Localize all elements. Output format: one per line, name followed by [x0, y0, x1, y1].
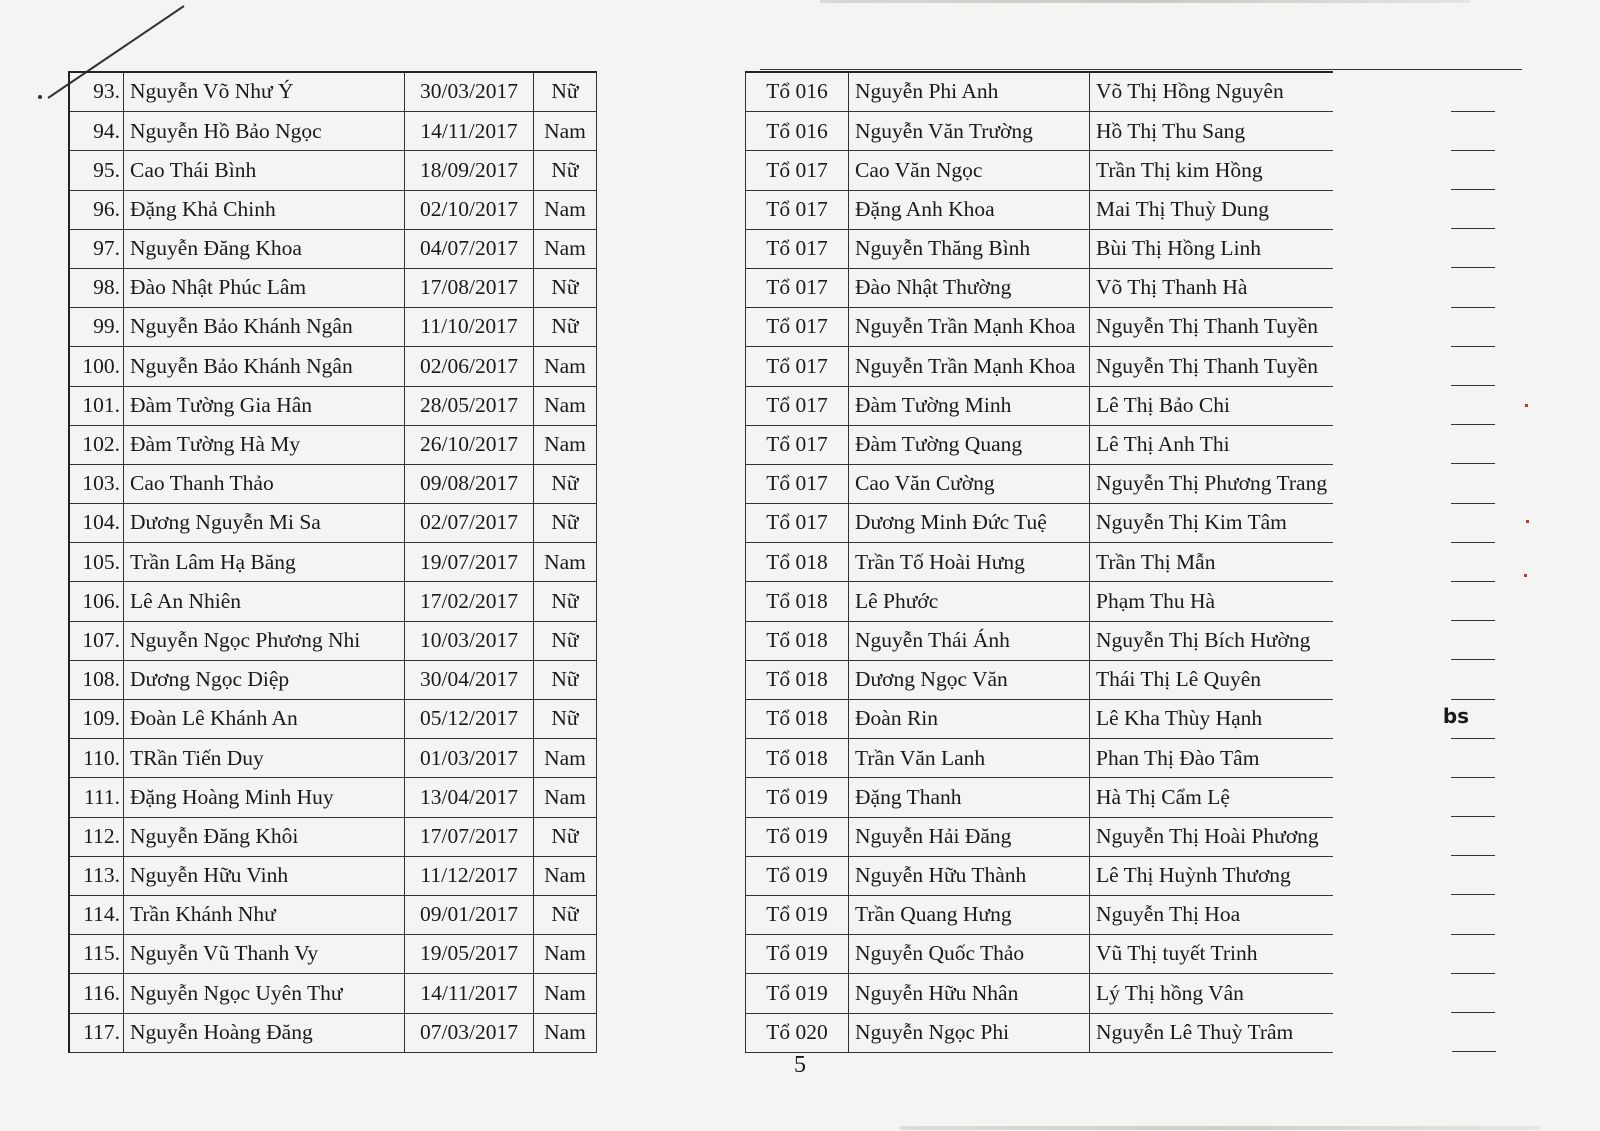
birth-date: 10/03/2017	[405, 621, 534, 660]
mother-name: Vũ Thị tuyết Trinh	[1090, 935, 1334, 974]
table-row	[69, 72, 1496, 112]
row-number: 107.	[69, 621, 124, 660]
mother-name: Phan Thị Đào Tâm	[1090, 739, 1334, 778]
mother-name: Nguyễn Thị Phương Trang	[1090, 464, 1334, 503]
child-name: Dương Ngọc Diệp	[124, 660, 405, 699]
handwritten-note: bs	[1442, 703, 1470, 728]
birth-date: 07/03/2017	[405, 1013, 534, 1052]
mother-name: Nguyễn Thị Thanh Tuyền	[1090, 347, 1334, 386]
column-gap	[597, 621, 746, 660]
father-name: Trần Quang Hưng	[849, 895, 1090, 934]
gender: Nam	[534, 935, 597, 974]
residential-group: Tổ 020	[746, 1013, 849, 1052]
birth-date: 17/07/2017	[405, 817, 534, 856]
gender: Nữ	[534, 504, 597, 543]
residential-group: Tổ 017	[746, 190, 849, 229]
row-number: 113.	[69, 856, 124, 895]
mother-name: Lê Kha Thùy Hạnh	[1090, 700, 1334, 739]
gender: Nam	[534, 347, 597, 386]
residential-group: Tổ 017	[746, 229, 849, 268]
birth-date: 19/07/2017	[405, 543, 534, 582]
scan-edge-bottom	[900, 1126, 1540, 1130]
mother-name: Trần Thị Mẫn	[1090, 543, 1334, 582]
mother-name: Hồ Thị Thu Sang	[1090, 112, 1334, 151]
father-name: Trần Văn Lanh	[849, 739, 1090, 778]
blank-column	[1333, 347, 1496, 386]
table-row	[69, 425, 1496, 464]
row-number: 101.	[69, 386, 124, 425]
row-number: 95.	[69, 151, 124, 190]
column-gap	[597, 504, 746, 543]
column-gap	[597, 543, 746, 582]
blank-column	[1333, 621, 1496, 660]
father-name: Nguyễn Hữu Nhân	[849, 974, 1090, 1013]
column-gap	[597, 190, 746, 229]
birth-date: 04/07/2017	[405, 229, 534, 268]
child-name: Đào Nhật Phúc Lâm	[124, 268, 405, 307]
blank-column	[1333, 229, 1496, 268]
table-row	[69, 935, 1496, 974]
father-name: Đặng Thanh	[849, 778, 1090, 817]
child-name: Đặng Hoàng Minh Huy	[124, 778, 405, 817]
residential-group: Tổ 017	[746, 308, 849, 347]
row-number: 106.	[69, 582, 124, 621]
child-name: Đàm Tường Gia Hân	[124, 386, 405, 425]
birth-date: 26/10/2017	[405, 425, 534, 464]
residential-group: Tổ 016	[746, 72, 849, 112]
column-gap	[597, 425, 746, 464]
birth-date: 11/12/2017	[405, 856, 534, 895]
blank-column	[1333, 700, 1496, 739]
table-row	[69, 504, 1496, 543]
table-row	[69, 660, 1496, 699]
column-gap	[597, 817, 746, 856]
mother-name: Nguyễn Thị Hoài Phương	[1090, 817, 1334, 856]
residential-group: Tổ 019	[746, 778, 849, 817]
birth-date: 01/03/2017	[405, 739, 534, 778]
gender: Nữ	[534, 660, 597, 699]
child-name: Đàm Tường Hà My	[124, 425, 405, 464]
page-number: 5	[794, 1052, 806, 1078]
child-name: Nguyễn Bảo Khánh Ngân	[124, 347, 405, 386]
blank-column	[1333, 112, 1496, 151]
row-number: 104.	[69, 504, 124, 543]
blank-column	[1333, 895, 1496, 934]
child-name: Trần Lâm Hạ Băng	[124, 543, 405, 582]
gender: Nữ	[534, 268, 597, 307]
father-name: Cao Văn Cường	[849, 464, 1090, 503]
column-gap	[597, 464, 746, 503]
birth-date: 09/01/2017	[405, 895, 534, 934]
table-top-rule	[760, 69, 1522, 70]
father-name: Dương Ngọc Văn	[849, 660, 1090, 699]
residential-group: Tổ 018	[746, 700, 849, 739]
blank-column	[1333, 1013, 1496, 1052]
gender: Nam	[534, 856, 597, 895]
birth-date: 13/04/2017	[405, 778, 534, 817]
child-name: Trần Khánh Như	[124, 895, 405, 934]
table-row	[69, 229, 1496, 268]
blank-column	[1333, 308, 1496, 347]
residential-group: Tổ 017	[746, 386, 849, 425]
blank-column	[1333, 190, 1496, 229]
mother-name: Lê Thị Huỳnh Thương	[1090, 856, 1334, 895]
father-name: Đào Nhật Thường	[849, 268, 1090, 307]
blank-column	[1333, 935, 1496, 974]
birth-date: 28/05/2017	[405, 386, 534, 425]
father-name: Nguyễn Trần Mạnh Khoa	[849, 308, 1090, 347]
row-number: 97.	[69, 229, 124, 268]
gender: Nữ	[534, 464, 597, 503]
birth-date: 11/10/2017	[405, 308, 534, 347]
scan-edge-top	[820, 0, 1470, 3]
birth-date: 14/11/2017	[405, 974, 534, 1013]
blank-column	[1333, 817, 1496, 856]
column-gap	[597, 778, 746, 817]
row-number: 102.	[69, 425, 124, 464]
gender: Nữ	[534, 308, 597, 347]
father-name: Nguyễn Ngọc Phi	[849, 1013, 1090, 1052]
row-number: 110.	[69, 739, 124, 778]
blank-column	[1333, 504, 1496, 543]
row-number: 98.	[69, 268, 124, 307]
row-number: 94.	[69, 112, 124, 151]
gender: Nữ	[534, 700, 597, 739]
birth-date: 09/08/2017	[405, 464, 534, 503]
column-gap	[597, 308, 746, 347]
residential-group: Tổ 017	[746, 504, 849, 543]
column-gap	[597, 895, 746, 934]
child-name: TRần Tiến Duy	[124, 739, 405, 778]
father-name: Nguyễn Hữu Thành	[849, 856, 1090, 895]
gender: Nam	[534, 1013, 597, 1052]
father-name: Nguyễn Văn Trường	[849, 112, 1090, 151]
gender: Nữ	[534, 582, 597, 621]
mother-name: Phạm Thu Hà	[1090, 582, 1334, 621]
gender: Nữ	[534, 151, 597, 190]
mother-name: Nguyễn Thị Hoa	[1090, 895, 1334, 934]
mother-name: Lý Thị hồng Vân	[1090, 974, 1334, 1013]
row-number: 114.	[69, 895, 124, 934]
birth-date: 30/03/2017	[405, 72, 534, 112]
blank-column	[1333, 739, 1496, 778]
table-row	[69, 308, 1496, 347]
father-name: Dương Minh Đức Tuệ	[849, 504, 1090, 543]
table-row	[69, 856, 1496, 895]
column-gap	[597, 347, 746, 386]
blank-column	[1333, 778, 1496, 817]
birth-date: 30/04/2017	[405, 660, 534, 699]
blank-column	[1333, 425, 1496, 464]
residential-group: Tổ 018	[746, 739, 849, 778]
residential-group: Tổ 019	[746, 856, 849, 895]
margin-mark	[1524, 574, 1527, 577]
gender: Nữ	[534, 817, 597, 856]
blank-column	[1333, 856, 1496, 895]
margin-mark	[1525, 404, 1528, 407]
gender: Nữ	[534, 621, 597, 660]
table-row	[69, 112, 1496, 151]
child-name: Dương Nguyễn Mi Sa	[124, 504, 405, 543]
row-number: 93.	[69, 72, 124, 112]
mother-name: Võ Thị Hồng Nguyên	[1090, 72, 1334, 112]
birth-date: 17/02/2017	[405, 582, 534, 621]
table-row	[69, 974, 1496, 1013]
column-gap	[597, 268, 746, 307]
birth-date: 02/10/2017	[405, 190, 534, 229]
residential-group: Tổ 019	[746, 974, 849, 1013]
mother-name: Lê Thị Bảo Chi	[1090, 386, 1334, 425]
birth-date: 05/12/2017	[405, 700, 534, 739]
row-number: 112.	[69, 817, 124, 856]
gender: Nữ	[534, 895, 597, 934]
column-gap	[597, 1013, 746, 1052]
row-number: 115.	[69, 935, 124, 974]
child-name: Cao Thanh Thảo	[124, 464, 405, 503]
child-name: Đặng Khả Chinh	[124, 190, 405, 229]
table-row	[69, 464, 1496, 503]
mother-name: Thái Thị Lê Quyên	[1090, 660, 1334, 699]
child-name: Nguyễn Đăng Khoa	[124, 229, 405, 268]
mother-name: Trần Thị kim Hồng	[1090, 151, 1334, 190]
gender: Nam	[534, 974, 597, 1013]
birth-date: 02/07/2017	[405, 504, 534, 543]
residential-group: Tổ 018	[746, 660, 849, 699]
child-name: Nguyễn Vũ Thanh Vy	[124, 935, 405, 974]
column-gap	[597, 151, 746, 190]
birth-date: 02/06/2017	[405, 347, 534, 386]
residential-group: Tổ 018	[746, 582, 849, 621]
child-name: Lê An Nhiên	[124, 582, 405, 621]
blank-column	[1333, 386, 1496, 425]
blank-column	[1333, 72, 1496, 112]
table-row	[69, 700, 1496, 739]
column-gap	[597, 935, 746, 974]
mother-name: Nguyễn Thị Kim Tâm	[1090, 504, 1334, 543]
father-name: Nguyễn Phi Anh	[849, 72, 1090, 112]
birth-date: 14/11/2017	[405, 112, 534, 151]
row-number: 99.	[69, 308, 124, 347]
blank-line	[1452, 1051, 1496, 1052]
table-row	[69, 386, 1496, 425]
residential-group: Tổ 016	[746, 112, 849, 151]
table-row	[69, 347, 1496, 386]
column-gap	[597, 700, 746, 739]
child-name: Nguyễn Hữu Vinh	[124, 856, 405, 895]
mother-name: Nguyễn Thị Bích Hường	[1090, 621, 1334, 660]
column-gap	[597, 739, 746, 778]
column-gap	[597, 72, 746, 112]
father-name: Đặng Anh Khoa	[849, 190, 1090, 229]
blank-column	[1333, 660, 1496, 699]
father-name: Đàm Tường Quang	[849, 425, 1090, 464]
row-number: 116.	[69, 974, 124, 1013]
table-row	[69, 1013, 1496, 1052]
birth-date: 19/05/2017	[405, 935, 534, 974]
table-row	[69, 151, 1496, 190]
child-name: Nguyễn Võ Như Ý	[124, 72, 405, 112]
row-number: 96.	[69, 190, 124, 229]
gender: Nam	[534, 386, 597, 425]
column-gap	[597, 112, 746, 151]
blank-column	[1333, 582, 1496, 621]
table-row	[69, 621, 1496, 660]
column-gap	[597, 660, 746, 699]
child-name: Cao Thái Bình	[124, 151, 405, 190]
column-gap	[597, 856, 746, 895]
mother-name: Lê Thị Anh Thi	[1090, 425, 1334, 464]
column-gap	[597, 974, 746, 1013]
residential-group: Tổ 017	[746, 268, 849, 307]
column-gap	[597, 582, 746, 621]
residential-group: Tổ 017	[746, 464, 849, 503]
father-name: Nguyễn Hải Đăng	[849, 817, 1090, 856]
child-name: Đoàn Lê Khánh An	[124, 700, 405, 739]
blank-column	[1333, 543, 1496, 582]
row-number: 105.	[69, 543, 124, 582]
child-name: Nguyễn Ngọc Uyên Thư	[124, 974, 405, 1013]
row-number: 111.	[69, 778, 124, 817]
row-number: 100.	[69, 347, 124, 386]
father-name: Đàm Tường Minh	[849, 386, 1090, 425]
gender: Nam	[534, 778, 597, 817]
gender: Nam	[534, 190, 597, 229]
table-row	[69, 582, 1496, 621]
child-name: Nguyễn Hồ Bảo Ngọc	[124, 112, 405, 151]
margin-mark	[1526, 520, 1529, 523]
father-name: Nguyễn Thăng Bình	[849, 229, 1090, 268]
mother-name: Hà Thị Cẩm Lệ	[1090, 778, 1334, 817]
residential-group: Tổ 019	[746, 935, 849, 974]
father-name: Đoàn Rin	[849, 700, 1090, 739]
father-name: Nguyễn Quốc Thảo	[849, 935, 1090, 974]
table-row	[69, 268, 1496, 307]
row-number: 103.	[69, 464, 124, 503]
birth-date: 18/09/2017	[405, 151, 534, 190]
blank-column	[1333, 151, 1496, 190]
residential-group: Tổ 019	[746, 895, 849, 934]
column-gap	[597, 229, 746, 268]
blank-column	[1333, 464, 1496, 503]
mother-name: Võ Thị Thanh Hà	[1090, 268, 1334, 307]
residential-group: Tổ 017	[746, 347, 849, 386]
father-name: Nguyễn Trần Mạnh Khoa	[849, 347, 1090, 386]
table-row	[69, 543, 1496, 582]
child-name: Nguyễn Bảo Khánh Ngân	[124, 308, 405, 347]
birth-date: 17/08/2017	[405, 268, 534, 307]
gender: Nam	[534, 229, 597, 268]
child-name: Nguyễn Ngọc Phương Nhi	[124, 621, 405, 660]
residential-group: Tổ 017	[746, 151, 849, 190]
blank-column	[1333, 974, 1496, 1013]
student-register-table	[68, 71, 1497, 1053]
mother-name: Nguyễn Lê Thuỳ Trâm	[1090, 1013, 1334, 1052]
gender: Nữ	[534, 72, 597, 112]
father-name: Nguyễn Thái Ánh	[849, 621, 1090, 660]
mother-name: Mai Thị Thuỳ Dung	[1090, 190, 1334, 229]
table-row	[69, 190, 1496, 229]
register-body	[69, 72, 1496, 1052]
father-name: Lê Phước	[849, 582, 1090, 621]
gender: Nam	[534, 112, 597, 151]
residential-group: Tổ 018	[746, 621, 849, 660]
residential-group: Tổ 019	[746, 817, 849, 856]
gender: Nam	[534, 739, 597, 778]
table-row	[69, 895, 1496, 934]
table-row	[69, 739, 1496, 778]
father-name: Trần Tố Hoài Hưng	[849, 543, 1090, 582]
child-name: Nguyễn Hoàng Đăng	[124, 1013, 405, 1052]
gender: Nam	[534, 425, 597, 464]
row-number: 108.	[69, 660, 124, 699]
row-number: 109.	[69, 700, 124, 739]
residential-group: Tổ 018	[746, 543, 849, 582]
gender: Nam	[534, 543, 597, 582]
blank-column	[1333, 268, 1496, 307]
mother-name: Nguyễn Thị Thanh Tuyền	[1090, 308, 1334, 347]
table-row	[69, 778, 1496, 817]
father-name: Cao Văn Ngọc	[849, 151, 1090, 190]
mother-name: Bùi Thị Hồng Linh	[1090, 229, 1334, 268]
row-number: 117.	[69, 1013, 124, 1052]
column-gap	[597, 386, 746, 425]
child-name: Nguyễn Đăng Khôi	[124, 817, 405, 856]
residential-group: Tổ 017	[746, 425, 849, 464]
table-row	[69, 817, 1496, 856]
